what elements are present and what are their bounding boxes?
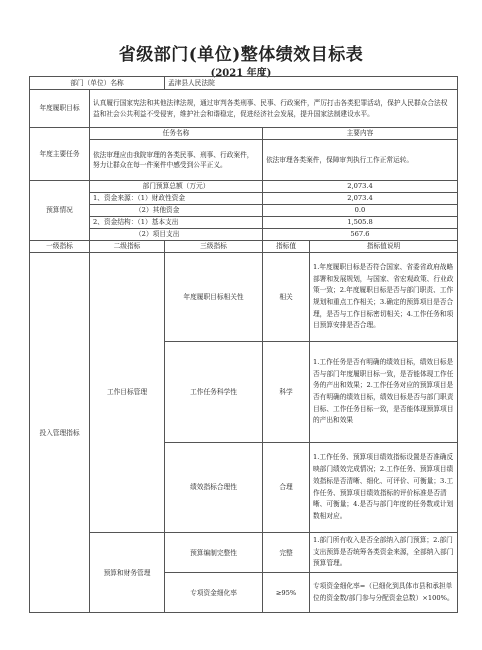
indicator-desc: 专项资金细化率=（已细化到具体市县和承担单位的资金数/部门参与分配资金总数）×100%。	[310, 573, 458, 613]
tasks-row	[30, 140, 458, 181]
level2-header: 二级指标	[90, 241, 165, 253]
budget-row	[30, 205, 458, 217]
indicator-row	[30, 253, 458, 342]
task-content: 依法审理各类案件，保障审判执行工作正常运转。	[263, 140, 458, 181]
budget-row-value: 567.6	[263, 229, 458, 241]
budget-row	[30, 217, 458, 229]
indicator-value: 合理	[263, 443, 310, 533]
indicator-desc: 1.年度履职目标是否符合国家、省委省政府战略部署和发展规划，与国家、省宏观政策、行业政策一致；2.年度履职目标是否与部门职责、工作规划和重点工作相关；3.确定的预算项目是否合理，是否与工作目标密切相关；4.工作任务和项目预算安排是否合理。	[310, 253, 458, 342]
desc-header: 指标值说明	[310, 241, 458, 253]
annual-duty-row	[30, 90, 458, 128]
budget-row	[30, 193, 458, 205]
budget-row-label: 部门预算总额（万元）	[90, 181, 263, 193]
budget-row-label: 2、资金结构：（1）基本支出	[90, 217, 263, 229]
level1-cell: 投入管理指标	[30, 253, 90, 613]
indicator-desc: 1.工作任务、预算项目绩效指标设置是否准确反映部门绩效完成情况；2.工作任务、预算项目绩效指标是否清晰、细化、可评价、可衡量；3.工作任务、预算项目绩效指标的评价标准是否清晰、可衡量；4.是否与部门年度的任务数或计划数相对应。	[310, 443, 458, 533]
level3-cell: 预算编制完整性	[165, 533, 263, 573]
indicator-value: 相关	[263, 253, 310, 342]
budget-row	[30, 181, 458, 193]
dept-label: 部门（单位）名称	[30, 77, 165, 90]
indicator-desc: 1.部门所有收入是否全部纳入部门预算；2.部门支出预算是否统筹各类资金来源，全部纳入部门预算管理。	[310, 533, 458, 573]
budget-row-value: 2,073.4	[263, 181, 458, 193]
budget-label: 预算情况	[30, 181, 90, 241]
level3-cell: 工作任务科学性	[165, 342, 263, 443]
indicator-row	[30, 533, 458, 573]
page-title: 省级部门(单位)整体绩效目标表	[118, 45, 364, 65]
indicator-value: ≥95%	[263, 573, 310, 613]
task-content-header: 主要内容	[263, 128, 458, 140]
level2-cell: 预算和财务管理	[90, 533, 165, 613]
level3-header: 三级指标	[165, 241, 263, 253]
annual-tasks-label: 年度主要任务	[30, 128, 90, 181]
indicator-desc: 1.工作任务是否有明确的绩效目标，绩效目标是否与部门年度履职目标一致，是否能体现工作任务的产出和效果；2.工作任务对应的预算项目是否有明确的绩效目标，绩效目标是否与部门职责目标、工作任务目标一致，是否能体现预算项目的产出和效果	[310, 342, 458, 443]
performance-table	[29, 76, 458, 613]
value-header: 指标值	[263, 241, 310, 253]
year-subtitle: (2021 年度)	[210, 68, 272, 79]
annual-duty-label: 年度履职目标	[30, 90, 90, 128]
level2-cell: 工作目标管理	[90, 253, 165, 533]
level3-cell: 专项资金细化率	[165, 573, 263, 613]
dept-value: 孟津县人民法院	[165, 77, 458, 90]
budget-row-value: 2,073.4	[263, 193, 458, 205]
task-name: 依法审理应由我院审理的各类民事、刑事、行政案件，努力让群众在每一件案件中感受到公平正义。	[90, 140, 263, 181]
dept-row	[30, 77, 458, 90]
budget-row-label: （2）项目支出	[90, 229, 263, 241]
annual-duty-value: 认真履行国家宪法和其他法律法规，通过审判各类刑事、民事、行政案件，严厉打击各类犯罪活动，保护人民群众合法权益和社会公共利益不受侵害，维护社会和谐稳定，促进经济社会发展，提升国家法制建设水平。	[90, 90, 458, 128]
level3-cell: 绩效指标合理性	[165, 443, 263, 533]
budget-row-value: 0.0	[263, 205, 458, 217]
indicator-value: 完整	[263, 533, 310, 573]
indicator-header-row	[30, 241, 458, 253]
indicator-value: 科学	[263, 342, 310, 443]
level1-header: 一级指标	[30, 241, 90, 253]
task-name-header: 任务名称	[90, 128, 263, 140]
budget-row-label: 1、资金来源：（1）财政性资金	[90, 193, 263, 205]
budget-row-value: 1,505.8	[263, 217, 458, 229]
level3-cell: 年度履职目标相关性	[165, 253, 263, 342]
budget-row	[30, 229, 458, 241]
tasks-header-row	[30, 128, 458, 140]
budget-row-label: （2）其他资金	[90, 205, 263, 217]
